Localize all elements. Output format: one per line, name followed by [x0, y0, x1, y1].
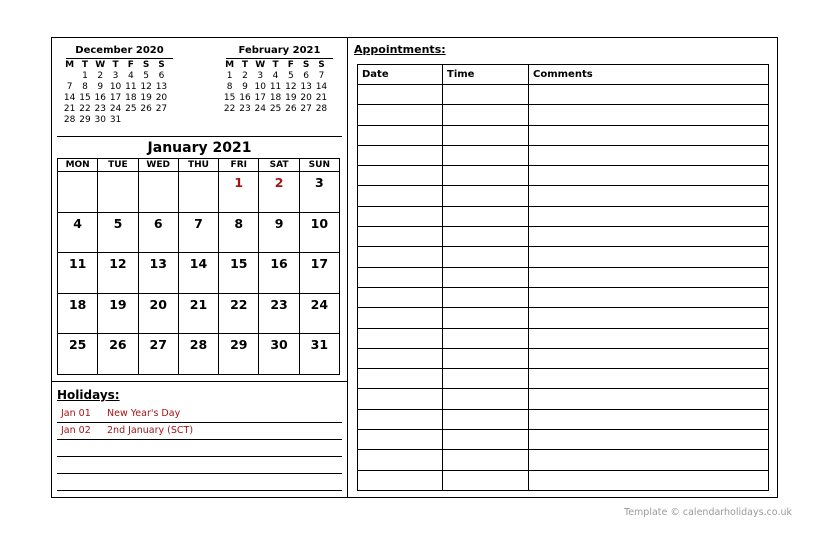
mini-calendar-title: December 2020	[66, 44, 173, 59]
weekday-header: TUE	[98, 159, 138, 172]
day-cell: 7	[318, 71, 325, 81]
day-cell: 29	[79, 115, 91, 125]
holiday-row	[57, 423, 342, 440]
appointment-cell[interactable]	[529, 450, 769, 470]
appointment-row	[358, 145, 769, 165]
day-cell: 19	[285, 93, 297, 103]
appointments-table	[357, 64, 769, 491]
holiday-row	[57, 474, 342, 491]
appointment-row	[358, 166, 769, 186]
day-cell: 23	[239, 104, 251, 114]
appointment-row	[358, 450, 769, 470]
mini-calendar-prev	[62, 44, 177, 126]
appointment-cell[interactable]	[358, 105, 443, 125]
holiday-date: Jan 01	[61, 408, 91, 419]
day-cell: 8	[226, 82, 233, 92]
appointment-cell[interactable]	[358, 287, 443, 307]
day-cell: 18	[269, 93, 282, 103]
appointment-cell[interactable]	[358, 125, 443, 145]
day-cell: 17	[299, 253, 339, 294]
appointment-cell[interactable]	[529, 369, 769, 389]
appointment-row	[358, 267, 769, 287]
appointment-cell[interactable]	[443, 470, 529, 490]
day-cell: 6	[138, 212, 178, 253]
weekday-label: F	[127, 60, 134, 70]
appointment-cell[interactable]	[529, 125, 769, 145]
day-cell: 9	[97, 82, 104, 92]
day-cell: 10	[109, 82, 122, 92]
appointment-row	[358, 430, 769, 450]
day-cell: 22	[219, 293, 259, 334]
day-cell	[154, 115, 169, 126]
appointment-cell[interactable]	[529, 105, 769, 125]
day-cell: 2	[97, 71, 104, 81]
footer-credit: Template © calendarholidays.co.uk	[624, 507, 792, 518]
day-cell: 7	[178, 212, 218, 253]
appointment-cell[interactable]	[358, 430, 443, 450]
day-cell	[98, 172, 138, 213]
appointment-cell[interactable]	[358, 389, 443, 409]
day-cell: 15	[79, 93, 91, 103]
appointment-cell[interactable]	[529, 85, 769, 105]
day-cell: 14	[178, 253, 218, 294]
appointment-row	[358, 105, 769, 125]
day-cell: 6	[303, 71, 309, 81]
day-cell: 2	[259, 172, 299, 213]
day-cell: 25	[125, 104, 137, 114]
weekday-label: S	[302, 60, 310, 70]
weekday-label: T	[112, 60, 119, 70]
day-cell	[178, 172, 218, 213]
day-cell: 13	[155, 82, 168, 92]
appointment-cell[interactable]	[529, 267, 769, 287]
day-cell: 23	[94, 104, 106, 114]
appointment-cell[interactable]	[443, 409, 529, 429]
weekday-label: T	[241, 60, 249, 70]
appointment-cell[interactable]	[443, 450, 529, 470]
holiday-row	[57, 440, 342, 457]
day-cell	[138, 172, 178, 213]
weekday-header: MON	[58, 159, 98, 172]
day-cell: 5	[143, 71, 149, 81]
appointment-cell[interactable]	[443, 145, 529, 165]
appointment-cell[interactable]	[358, 227, 443, 247]
day-cell	[123, 115, 138, 126]
appointment-row	[358, 206, 769, 226]
holiday-date: Jan 02	[61, 425, 91, 436]
day-cell: 19	[98, 293, 138, 334]
holiday-row	[57, 457, 342, 474]
appointment-cell[interactable]	[358, 186, 443, 206]
day-cell: 16	[259, 253, 299, 294]
weekday-header: WED	[138, 159, 178, 172]
appointment-cell[interactable]	[443, 389, 529, 409]
appointment-cell[interactable]	[358, 247, 443, 267]
holiday-name: 2nd January (SCT)	[107, 425, 194, 436]
day-cell: 21	[315, 93, 328, 103]
mini-calendar-grid	[222, 60, 329, 115]
day-cell: 14	[63, 93, 76, 103]
day-cell: 26	[98, 334, 138, 375]
appointment-row	[358, 470, 769, 490]
appointment-cell[interactable]	[443, 267, 529, 287]
day-cell: 17	[109, 93, 122, 103]
appointment-cell[interactable]	[529, 145, 769, 165]
day-cell	[138, 115, 153, 126]
appointment-cell[interactable]	[529, 308, 769, 328]
divider	[51, 381, 348, 382]
day-cell: 21	[178, 293, 218, 334]
appointment-cell[interactable]	[529, 430, 769, 450]
mini-calendar-title: February 2021	[226, 44, 333, 59]
day-cell: 1	[226, 71, 233, 81]
appointment-cell[interactable]	[529, 186, 769, 206]
weekday-header: SAT	[259, 159, 299, 172]
day-cell: 11	[125, 82, 137, 92]
weekday-label: S	[158, 60, 165, 70]
appointment-row	[358, 227, 769, 247]
appointment-cell[interactable]	[358, 348, 443, 368]
day-cell: 12	[285, 82, 297, 92]
appointment-cell[interactable]	[443, 227, 529, 247]
column-header: Comments	[529, 65, 769, 85]
day-cell: 28	[63, 115, 76, 125]
day-cell: 4	[127, 71, 134, 81]
week-row	[58, 293, 340, 334]
day-cell: 16	[239, 93, 251, 103]
day-cell: 25	[58, 334, 98, 375]
appointment-row	[358, 125, 769, 145]
appointment-cell[interactable]	[443, 125, 529, 145]
appointment-row	[358, 348, 769, 368]
day-cell: 3	[112, 71, 119, 81]
holiday-name: New Year's Day	[107, 408, 181, 419]
appointment-cell[interactable]	[443, 85, 529, 105]
day-cell: 5	[98, 212, 138, 253]
appointment-row	[358, 85, 769, 105]
week-row	[62, 93, 169, 104]
appointment-cell[interactable]	[443, 105, 529, 125]
day-cell: 9	[242, 82, 248, 92]
week-row	[62, 82, 169, 93]
day-cell: 30	[259, 334, 299, 375]
appointment-cell[interactable]	[358, 308, 443, 328]
main-calendar-grid	[57, 158, 340, 375]
day-cell: 1	[82, 71, 88, 81]
appointment-cell[interactable]	[529, 389, 769, 409]
day-cell: 6	[158, 71, 165, 81]
day-cell: 11	[58, 253, 98, 294]
day-cell: 30	[94, 115, 106, 125]
appointment-row	[358, 287, 769, 307]
day-cell: 29	[219, 334, 259, 375]
day-cell: 24	[299, 293, 339, 334]
week-row	[222, 71, 329, 82]
appointment-cell[interactable]	[358, 85, 443, 105]
day-cell: 28	[315, 104, 328, 114]
day-cell: 4	[58, 212, 98, 253]
weekday-header: THU	[178, 159, 218, 172]
weekday-label: F	[287, 60, 294, 70]
appointment-row	[358, 369, 769, 389]
day-cell: 15	[219, 253, 259, 294]
day-cell: 8	[82, 82, 88, 92]
day-cell: 1	[219, 172, 259, 213]
appointments-title: Appointments:	[354, 43, 446, 56]
appointment-cell[interactable]	[358, 409, 443, 429]
day-cell: 31	[299, 334, 339, 375]
week-row	[222, 82, 329, 93]
appointment-cell[interactable]	[358, 145, 443, 165]
appointment-cell[interactable]	[443, 206, 529, 226]
column-header: Date	[358, 65, 443, 85]
week-row	[58, 172, 340, 213]
day-cell: 18	[58, 293, 98, 334]
weekday-header: SUN	[299, 159, 339, 172]
main-calendar	[57, 136, 342, 375]
day-cell: 24	[109, 104, 122, 114]
day-cell: 11	[269, 82, 282, 92]
appointment-cell[interactable]	[443, 369, 529, 389]
day-cell: 13	[300, 82, 312, 92]
weekday-label: W	[95, 60, 106, 70]
day-cell: 7	[66, 82, 73, 92]
weekday-label: M	[65, 60, 75, 70]
main-calendar-title: January 2021	[57, 136, 342, 158]
weekday-label: W	[255, 60, 266, 70]
day-cell: 28	[178, 334, 218, 375]
day-cell: 24	[254, 104, 266, 114]
day-cell: 20	[138, 293, 178, 334]
column-header: Time	[443, 65, 529, 85]
day-cell: 12	[140, 82, 152, 92]
day-cell: 10	[254, 82, 266, 92]
day-cell: 2	[242, 71, 248, 81]
mini-calendar-next	[222, 44, 337, 115]
day-cell: 4	[272, 71, 279, 81]
weekday-label: S	[142, 60, 150, 70]
weekday-header: FRI	[219, 159, 259, 172]
week-row	[62, 71, 169, 82]
holiday-row	[57, 406, 342, 423]
week-row	[222, 93, 329, 104]
appointment-cell[interactable]	[529, 166, 769, 186]
day-cell: 13	[138, 253, 178, 294]
appointment-cell[interactable]	[358, 328, 443, 348]
weekday-label: S	[318, 60, 325, 70]
day-cell: 25	[269, 104, 282, 114]
appointment-cell[interactable]	[358, 166, 443, 186]
appointment-cell[interactable]	[443, 166, 529, 186]
appointment-row	[358, 409, 769, 429]
day-cell: 3	[257, 71, 264, 81]
appointment-cell[interactable]	[358, 369, 443, 389]
appointment-cell[interactable]	[529, 328, 769, 348]
day-cell: 10	[299, 212, 339, 253]
day-cell: 21	[63, 104, 76, 114]
appointment-cell[interactable]	[443, 247, 529, 267]
appointment-row	[358, 328, 769, 348]
day-cell	[58, 172, 98, 213]
day-cell: 17	[254, 93, 266, 103]
week-row	[222, 104, 329, 115]
week-row	[58, 253, 340, 294]
appointment-cell[interactable]	[443, 430, 529, 450]
day-cell: 31	[109, 115, 122, 125]
week-row	[58, 212, 340, 253]
day-cell: 26	[285, 104, 297, 114]
day-cell: 19	[140, 93, 152, 103]
week-row	[58, 334, 340, 375]
weekday-label: T	[272, 60, 279, 70]
appointment-cell[interactable]	[529, 409, 769, 429]
day-cell: 12	[98, 253, 138, 294]
appointment-cell[interactable]	[358, 470, 443, 490]
appointment-cell[interactable]	[529, 287, 769, 307]
mini-calendar-grid	[62, 60, 169, 126]
appointment-cell[interactable]	[443, 348, 529, 368]
day-cell: 8	[219, 212, 259, 253]
day-cell: 16	[94, 93, 106, 103]
week-row	[62, 115, 169, 126]
appointment-row	[358, 389, 769, 409]
day-cell: 22	[223, 104, 236, 114]
day-cell: 20	[155, 93, 168, 103]
week-row	[62, 104, 169, 115]
day-cell: 27	[138, 334, 178, 375]
appointment-cell[interactable]	[443, 287, 529, 307]
appointment-cell[interactable]	[529, 247, 769, 267]
day-cell: 15	[223, 93, 236, 103]
appointment-cell[interactable]	[529, 470, 769, 490]
day-cell: 27	[155, 104, 168, 114]
day-cell: 9	[259, 212, 299, 253]
appointment-cell[interactable]	[358, 450, 443, 470]
appointment-cell[interactable]	[529, 227, 769, 247]
appointment-cell[interactable]	[529, 206, 769, 226]
appointment-cell[interactable]	[529, 348, 769, 368]
day-cell: 22	[79, 104, 91, 114]
appointment-cell[interactable]	[358, 206, 443, 226]
appointment-cell[interactable]	[443, 186, 529, 206]
appointment-row	[358, 247, 769, 267]
appointment-row	[358, 186, 769, 206]
day-cell: 27	[300, 104, 312, 114]
day-cell: 18	[125, 93, 137, 103]
day-cell: 14	[315, 82, 328, 92]
appointment-cell[interactable]	[443, 308, 529, 328]
appointment-cell[interactable]	[443, 328, 529, 348]
holidays-title: Holidays:	[57, 388, 120, 402]
day-cell: 5	[287, 71, 294, 81]
appointment-cell[interactable]	[358, 267, 443, 287]
day-cell	[62, 71, 77, 82]
weekday-label: T	[81, 60, 89, 70]
day-cell: 3	[299, 172, 339, 213]
appointment-row	[358, 308, 769, 328]
weekday-label: M	[225, 60, 235, 70]
day-cell: 26	[140, 104, 152, 114]
day-cell: 23	[259, 293, 299, 334]
day-cell: 20	[300, 93, 312, 103]
